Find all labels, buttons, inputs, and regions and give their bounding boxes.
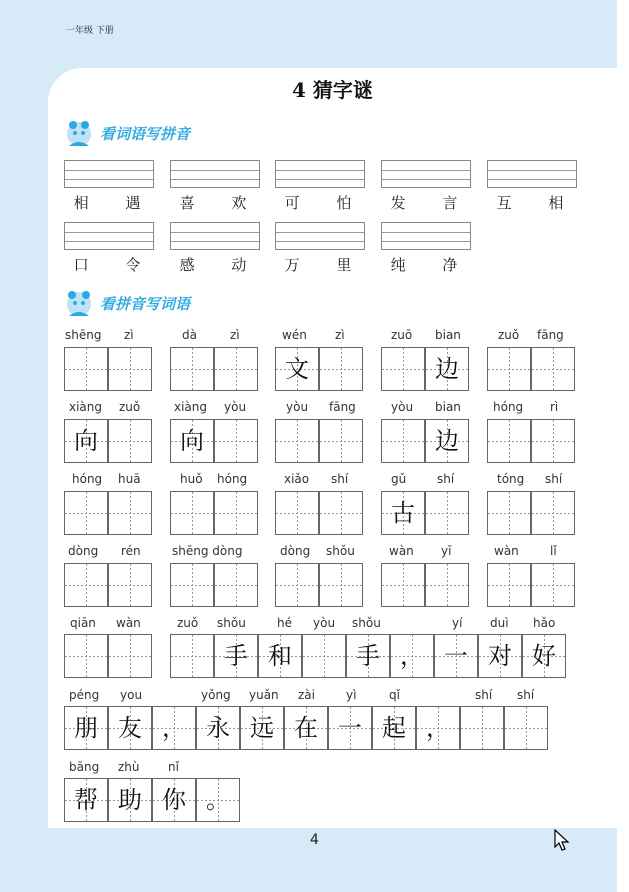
char-cell: 助 bbox=[108, 778, 152, 822]
pinyin-label: zuǒ bbox=[119, 400, 141, 414]
char-cell: 古 bbox=[381, 491, 425, 535]
pinyin-answer-box[interactable] bbox=[275, 222, 365, 250]
pinyin-label: shēng dòng bbox=[172, 544, 243, 558]
word-label: 喜 欢 bbox=[179, 194, 263, 212]
pinyin-label: xiàng bbox=[174, 400, 208, 414]
pinyin-label: yí bbox=[452, 616, 463, 630]
pinyin-label: shí bbox=[475, 688, 493, 702]
pinyin-label: bian bbox=[435, 328, 461, 342]
char-cell: 朋 bbox=[64, 706, 108, 750]
char-cell: 起 bbox=[372, 706, 416, 750]
pinyin-label: huā bbox=[118, 472, 141, 486]
char-cell[interactable] bbox=[214, 491, 258, 535]
word-label: 互 相 bbox=[496, 194, 580, 212]
pinyin-label: fāng bbox=[537, 328, 564, 342]
char-cell[interactable] bbox=[487, 347, 531, 391]
char-cell[interactable] bbox=[381, 563, 425, 607]
section-write-pinyin-title: 看词语写拼音 bbox=[100, 125, 191, 143]
pinyin-label: xiàng bbox=[69, 400, 103, 414]
pinyin-label: bāng bbox=[69, 760, 100, 774]
pinyin-label: yòu bbox=[313, 616, 336, 630]
pinyin-answer-box[interactable] bbox=[170, 160, 260, 188]
pinyin-label: shēng bbox=[65, 328, 102, 342]
pinyin-label: bian bbox=[435, 400, 461, 414]
pinyin-label: gǔ bbox=[391, 472, 407, 486]
char-cell[interactable] bbox=[275, 419, 319, 463]
word-label: 口 令 bbox=[73, 256, 157, 274]
char-cell: 。 bbox=[196, 778, 240, 822]
pinyin-label: shǒu bbox=[217, 616, 246, 630]
char-cell[interactable] bbox=[425, 563, 469, 607]
char-cell[interactable] bbox=[108, 563, 152, 607]
char-cell: ， bbox=[416, 706, 460, 750]
cursor-icon bbox=[554, 829, 570, 853]
pinyin-label: nǐ bbox=[168, 760, 179, 774]
word-label: 相 遇 bbox=[73, 194, 157, 212]
pinyin-label: fāng bbox=[329, 400, 356, 414]
pinyin-label: hǎo bbox=[533, 616, 556, 630]
char-cell[interactable] bbox=[319, 347, 363, 391]
word-label: 万 里 bbox=[284, 256, 368, 274]
pinyin-label: qǐ bbox=[389, 688, 400, 702]
pinyin-label: yòu bbox=[224, 400, 247, 414]
panda-icon bbox=[64, 288, 98, 318]
char-cell[interactable] bbox=[170, 634, 214, 678]
char-cell[interactable] bbox=[275, 563, 319, 607]
lesson-title: 4 猜字谜 bbox=[292, 78, 373, 102]
pinyin-label: you bbox=[120, 688, 143, 702]
char-cell: 在 bbox=[284, 706, 328, 750]
pinyin-label: hóng bbox=[72, 472, 103, 486]
char-cell[interactable] bbox=[108, 491, 152, 535]
pinyin-label: shí bbox=[331, 472, 349, 486]
char-cell[interactable] bbox=[487, 563, 531, 607]
char-cell: 远 bbox=[240, 706, 284, 750]
pinyin-label: wén bbox=[282, 328, 307, 342]
pinyin-label: rì bbox=[550, 400, 559, 414]
pinyin-label: hé bbox=[277, 616, 292, 630]
pinyin-label: dà bbox=[182, 328, 197, 342]
char-cell[interactable] bbox=[302, 634, 346, 678]
section-write-words-title: 看拼音写词语 bbox=[100, 295, 191, 313]
char-cell: 手 bbox=[346, 634, 390, 678]
word-label: 发 言 bbox=[390, 194, 474, 212]
char-cell[interactable] bbox=[531, 419, 575, 463]
char-cell[interactable] bbox=[214, 563, 258, 607]
char-cell[interactable] bbox=[275, 491, 319, 535]
char-cell[interactable] bbox=[487, 491, 531, 535]
char-cell[interactable] bbox=[487, 419, 531, 463]
char-cell[interactable] bbox=[425, 491, 469, 535]
pinyin-answer-box[interactable] bbox=[170, 222, 260, 250]
char-cell[interactable] bbox=[170, 347, 214, 391]
char-cell: 向 bbox=[64, 419, 108, 463]
pinyin-label: shǒu bbox=[352, 616, 381, 630]
char-cell[interactable] bbox=[381, 347, 425, 391]
pinyin-answer-box[interactable] bbox=[487, 160, 577, 188]
char-cell[interactable] bbox=[108, 347, 152, 391]
pinyin-label: yòu bbox=[391, 400, 414, 414]
char-cell: 向 bbox=[170, 419, 214, 463]
char-cell: 和 bbox=[258, 634, 302, 678]
word-label: 纯 净 bbox=[390, 256, 474, 274]
pinyin-label: shí bbox=[545, 472, 563, 486]
pinyin-answer-box[interactable] bbox=[64, 160, 154, 188]
char-cell: 你 bbox=[152, 778, 196, 822]
grade-label: 一年级 下册 bbox=[66, 26, 114, 36]
char-cell[interactable] bbox=[531, 347, 575, 391]
pinyin-label: shǒu bbox=[326, 544, 355, 558]
char-cell: ， bbox=[390, 634, 434, 678]
char-cell: ， bbox=[152, 706, 196, 750]
char-cell: 好 bbox=[522, 634, 566, 678]
char-cell[interactable] bbox=[108, 419, 152, 463]
pinyin-label: duì bbox=[490, 616, 509, 630]
char-cell[interactable] bbox=[319, 563, 363, 607]
char-cell[interactable] bbox=[108, 634, 152, 678]
char-cell: 边 bbox=[425, 419, 469, 463]
char-cell[interactable] bbox=[214, 419, 258, 463]
pinyin-answer-box[interactable] bbox=[381, 160, 471, 188]
char-cell: 文 bbox=[275, 347, 319, 391]
word-label: 可 怕 bbox=[284, 194, 368, 212]
word-label: 感 动 bbox=[179, 256, 263, 274]
char-cell[interactable] bbox=[460, 706, 504, 750]
pinyin-label: zài bbox=[298, 688, 315, 702]
pinyin-label: yuǎn bbox=[249, 688, 279, 702]
char-cell[interactable] bbox=[64, 347, 108, 391]
char-cell[interactable] bbox=[170, 491, 214, 535]
pinyin-label: wàn bbox=[389, 544, 414, 558]
char-cell: 一 bbox=[434, 634, 478, 678]
pinyin-label: yǒng bbox=[201, 688, 231, 702]
pinyin-label: shí bbox=[437, 472, 455, 486]
pinyin-label: qiān bbox=[70, 616, 96, 630]
char-cell: 手 bbox=[214, 634, 258, 678]
pinyin-answer-box[interactable] bbox=[381, 222, 471, 250]
pinyin-label: rén bbox=[121, 544, 141, 558]
pinyin-label: zhù bbox=[118, 760, 140, 774]
char-cell[interactable] bbox=[531, 491, 575, 535]
pinyin-label: tóng bbox=[497, 472, 525, 486]
pinyin-label: zuǒ bbox=[498, 328, 520, 342]
pinyin-label: yì bbox=[346, 688, 357, 702]
page-number: 4 bbox=[310, 832, 319, 848]
char-cell[interactable] bbox=[504, 706, 548, 750]
char-cell: 对 bbox=[478, 634, 522, 678]
char-cell: 帮 bbox=[64, 778, 108, 822]
char-cell: 友 bbox=[108, 706, 152, 750]
pinyin-answer-box[interactable] bbox=[275, 160, 365, 188]
char-cell: 永 bbox=[196, 706, 240, 750]
pinyin-label: xiǎo bbox=[284, 472, 310, 486]
pinyin-label: zì bbox=[230, 328, 240, 342]
pinyin-label: yī bbox=[441, 544, 452, 558]
char-cell[interactable] bbox=[319, 491, 363, 535]
pinyin-label: dòng bbox=[280, 544, 311, 558]
pinyin-label: lǐ bbox=[550, 544, 557, 558]
pinyin-label: yòu bbox=[286, 400, 309, 414]
pinyin-label: zì bbox=[124, 328, 134, 342]
pinyin-label: zì bbox=[335, 328, 345, 342]
pinyin-label: hóng bbox=[217, 472, 248, 486]
panda-icon bbox=[64, 118, 98, 148]
pinyin-label: péng bbox=[69, 688, 100, 702]
pinyin-label: wàn bbox=[494, 544, 519, 558]
char-cell[interactable] bbox=[64, 491, 108, 535]
char-cell[interactable] bbox=[214, 347, 258, 391]
char-cell[interactable] bbox=[319, 419, 363, 463]
char-cell[interactable] bbox=[381, 419, 425, 463]
char-cell[interactable] bbox=[64, 563, 108, 607]
char-cell: 一 bbox=[328, 706, 372, 750]
pinyin-label: dòng bbox=[68, 544, 99, 558]
char-cell[interactable] bbox=[64, 634, 108, 678]
pinyin-label: huǒ bbox=[180, 472, 203, 486]
char-cell[interactable] bbox=[170, 563, 214, 607]
char-cell[interactable] bbox=[531, 563, 575, 607]
char-cell: 边 bbox=[425, 347, 469, 391]
pinyin-label: hóng bbox=[493, 400, 524, 414]
pinyin-answer-box[interactable] bbox=[64, 222, 154, 250]
pinyin-label: shí bbox=[517, 688, 535, 702]
pinyin-label: zuō bbox=[391, 328, 413, 342]
pinyin-label: zuǒ bbox=[177, 616, 199, 630]
pinyin-label: wàn bbox=[116, 616, 141, 630]
